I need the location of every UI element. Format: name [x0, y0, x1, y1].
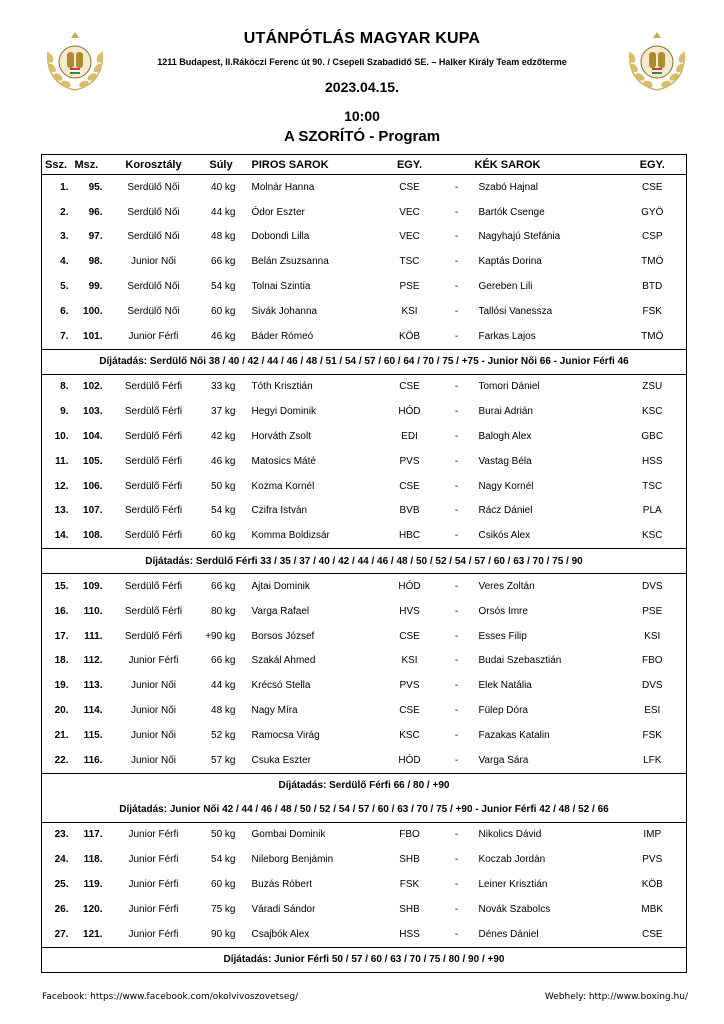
age-group: Junior Női: [130, 754, 177, 766]
blue-corner-club: FSK: [642, 729, 662, 741]
weight-class: 48 kg: [211, 231, 236, 243]
age-group: Junior Női: [130, 729, 177, 741]
weight-class: 66 kg: [211, 655, 236, 667]
table-header-row: [42, 155, 687, 175]
bout-schedule-body: [42, 175, 687, 973]
table-row: [42, 723, 687, 748]
blue-corner-boxer: Tomori Dániel: [478, 381, 540, 393]
bout-number: 4.: [60, 256, 69, 268]
red-corner-club: PVS: [399, 455, 420, 467]
table-row: [42, 698, 687, 723]
award-ceremony-row: [42, 349, 687, 374]
blue-corner-club: ESI: [644, 705, 661, 717]
match-number: 119.: [83, 879, 103, 891]
red-corner-club: SHB: [399, 854, 420, 866]
match-number: 100.: [83, 305, 103, 317]
document-title: UTÁNPÓTLÁS MAGYAR KUPA: [243, 30, 481, 47]
match-number: 111.: [84, 630, 103, 642]
red-corner-boxer: Kozma Kornél: [251, 480, 315, 492]
vs-dash: -: [454, 581, 459, 593]
table-row: [42, 249, 687, 274]
blue-corner-boxer: Veres Zoltán: [478, 581, 535, 593]
red-corner-boxer: Tolnai Szintia: [251, 281, 311, 293]
red-corner-club: KSI: [401, 655, 418, 667]
vs-dash: -: [454, 181, 459, 193]
bout-number: 8.: [60, 381, 69, 393]
blue-corner-club: GBC: [641, 431, 664, 443]
weight-class: 57 kg: [211, 754, 236, 766]
vs-dash: -: [454, 480, 459, 492]
table-row: [42, 922, 687, 947]
table-row: [42, 175, 687, 200]
weight-class: 50 kg: [211, 480, 236, 492]
weight-class: 54 kg: [211, 505, 236, 517]
weight-class: 44 kg: [211, 680, 236, 692]
match-number: 120.: [83, 903, 103, 915]
age-group: Serdülő Női: [127, 206, 180, 218]
red-corner-boxer: Borsos József: [251, 630, 315, 642]
age-group: Serdülő Férfi: [124, 480, 183, 492]
vs-dash: -: [454, 431, 459, 443]
red-corner-boxer: Báder Rómeó: [251, 330, 314, 342]
vs-dash: -: [454, 630, 459, 642]
bout-number: 18.: [54, 655, 69, 667]
blue-corner-club: IMP: [643, 829, 662, 841]
facebook-link[interactable]: Facebook: https://www.facebook.com/okolvivoszovetseg/: [42, 992, 299, 1002]
venue-address: 1211 Budapest, II.Rákóczi Ferenc út 90. / Csepeli Szabadidő SE. – Halker Király Team edzőterme: [157, 57, 567, 67]
age-group: Junior Férfi: [128, 854, 179, 866]
blue-corner-boxer: Varga Sára: [478, 754, 529, 766]
vs-dash: -: [454, 729, 459, 741]
weight-class: 75 kg: [211, 903, 236, 915]
col-header-red-corner: PIROS SAROK: [246, 155, 381, 175]
vs-dash: -: [454, 680, 459, 692]
weight-class: 50 kg: [211, 829, 236, 841]
weight-class: 54 kg: [211, 854, 236, 866]
bout-number: 1.: [60, 181, 69, 193]
age-group: Junior Férfi: [128, 903, 179, 915]
blue-corner-club: FBO: [641, 655, 663, 667]
blue-corner-boxer: Szabó Hajnal: [478, 181, 538, 193]
table-row: [42, 299, 687, 324]
award-ceremony-text: Díjátadás: Serdülő Férfi 66 / 80 / +90: [42, 773, 687, 798]
red-corner-boxer: Sivák Johanna: [251, 305, 318, 317]
red-corner-club: HSS: [399, 928, 420, 940]
blue-corner-club: ZSU: [642, 381, 663, 393]
blue-corner-club: PVS: [642, 854, 663, 866]
blue-corner-club: KÖB: [641, 879, 663, 891]
blue-corner-club: KSC: [641, 530, 663, 542]
age-group: Serdülő Férfi: [124, 431, 183, 443]
match-number: 116.: [83, 754, 103, 766]
bout-number: 21.: [54, 729, 69, 741]
red-corner-club: BVB: [399, 505, 420, 517]
blue-corner-boxer: Koczab Jordán: [478, 854, 546, 866]
red-corner-club: KÖB: [398, 330, 421, 342]
red-corner-boxer: Tóth Krisztián: [251, 381, 313, 393]
age-group: Junior Férfi: [128, 829, 179, 841]
bout-number: 27.: [54, 928, 69, 940]
table-row: [42, 200, 687, 225]
col-header-msz: Msz.: [75, 155, 111, 175]
red-corner-boxer: Nagy Míra: [251, 705, 298, 717]
bout-number: 14.: [54, 530, 69, 542]
vs-dash: -: [454, 879, 459, 891]
vs-dash: -: [454, 655, 459, 667]
weight-class: 52 kg: [211, 729, 236, 741]
red-corner-boxer: Ramocsa Virág: [251, 729, 320, 741]
vs-dash: -: [454, 381, 459, 393]
bout-number: 9.: [60, 406, 69, 418]
red-corner-club: SHB: [399, 903, 420, 915]
red-corner-club: PVS: [399, 680, 420, 692]
col-header-spacer: [439, 155, 475, 175]
weight-class: 33 kg: [211, 381, 236, 393]
red-corner-club: VEC: [399, 231, 420, 243]
red-corner-boxer: Molnár Hanna: [251, 181, 315, 193]
vs-dash: -: [454, 406, 459, 418]
vs-dash: -: [454, 829, 459, 841]
blue-corner-club: PSE: [642, 605, 663, 617]
red-corner-club: HÓD: [398, 754, 421, 766]
blue-corner-boxer: Elek Natália: [478, 680, 532, 692]
match-number: 97.: [88, 231, 103, 243]
award-ceremony-row: [42, 773, 687, 798]
table-row: [42, 274, 687, 299]
event-date: 2023.04.15.: [325, 79, 399, 95]
age-group: Junior Női: [130, 680, 177, 692]
red-corner-club: KSI: [401, 305, 418, 317]
bout-number: 5.: [60, 281, 69, 293]
match-number: 98.: [88, 256, 103, 268]
weight-class: 46 kg: [211, 330, 236, 342]
bout-number: 19.: [54, 680, 69, 692]
match-number: 102.: [83, 381, 103, 393]
red-corner-boxer: Dobondi Lilla: [251, 231, 310, 243]
blue-corner-boxer: Budai Szebasztián: [478, 655, 562, 667]
vs-dash: -: [454, 605, 459, 617]
col-header-weight: Súly: [197, 155, 246, 175]
weight-class: 60 kg: [211, 879, 236, 891]
col-header-club-red: EGY.: [381, 155, 439, 175]
age-group: Serdülő Női: [127, 281, 180, 293]
age-group: Junior Férfi: [128, 928, 179, 940]
age-group: Serdülő Férfi: [124, 581, 183, 593]
age-group: Serdülő Férfi: [124, 630, 183, 642]
red-corner-boxer: Belán Zsuzsanna: [251, 256, 329, 268]
age-group: Serdülő Női: [127, 231, 180, 243]
award-ceremony-text: Díjátadás: Junior Női 42 / 44 / 46 / 48 / 50 / 52 / 54 / 57 / 60 / 63 / 70 / 75 / +90 - Junior Férfi 42 / 48 / 52 / 66: [42, 798, 687, 823]
col-header-club-blue: EGY.: [619, 155, 687, 175]
weight-class: 66 kg: [211, 256, 236, 268]
blue-corner-boxer: Fülep Dóra: [478, 705, 528, 717]
blue-corner-club: KSI: [644, 630, 661, 642]
red-corner-boxer: Czifra István: [251, 505, 308, 517]
award-ceremony-text: Díjátadás: Serdülő Női 38 / 40 / 42 / 44 / 46 / 48 / 51 / 54 / 57 / 60 / 64 / 70 / 75 / +75 - Junior Női 66 - Junior Férfi 46: [42, 349, 687, 374]
age-group: Serdülő Férfi: [124, 530, 183, 542]
red-corner-club: CSE: [399, 630, 420, 642]
blue-corner-club: TSC: [642, 480, 663, 492]
match-number: 105.: [83, 455, 103, 467]
red-corner-boxer: Krécsó Stella: [251, 680, 311, 692]
website-link[interactable]: Webhely: http://www.boxing.hu/: [544, 992, 688, 1002]
red-corner-club: CSE: [399, 480, 420, 492]
match-number: 110.: [83, 605, 103, 617]
red-corner-boxer: Komma Boldizsár: [251, 530, 330, 542]
col-header-blue-corner: KÉK SAROK: [475, 155, 619, 175]
red-corner-club: HBC: [398, 530, 421, 542]
vs-dash: -: [454, 705, 459, 717]
blue-corner-boxer: Farkas Lajos: [478, 330, 536, 342]
match-number: 113.: [83, 680, 103, 692]
red-corner-boxer: Ódor Eszter: [251, 206, 305, 218]
age-group: Junior Női: [130, 256, 177, 268]
weight-class: 80 kg: [211, 605, 236, 617]
blue-corner-boxer: Bartók Csenge: [478, 206, 545, 218]
age-group: Junior Férfi: [128, 655, 179, 667]
bout-number: 23.: [54, 829, 69, 841]
weight-class: 66 kg: [211, 581, 236, 593]
table-row: [42, 847, 687, 872]
weight-class: 60 kg: [211, 530, 236, 542]
match-number: 99.: [88, 281, 103, 293]
bout-number: 24.: [54, 854, 69, 866]
blue-corner-club: CSE: [641, 181, 663, 193]
blue-corner-club: BTD: [642, 281, 663, 293]
age-group: Serdülő Férfi: [124, 381, 183, 393]
red-corner-club: FSK: [399, 879, 420, 891]
blue-corner-boxer: Rácz Dániel: [478, 505, 533, 517]
bout-number: 13.: [54, 505, 69, 517]
age-group: Serdülő Férfi: [124, 406, 183, 418]
red-corner-boxer: Nileborg Benjámin: [251, 854, 334, 866]
blue-corner-boxer: Dénes Dániel: [478, 928, 539, 940]
blue-corner-club: GYÖ: [641, 206, 664, 218]
table-row: [42, 523, 687, 548]
red-corner-boxer: Varga Rafael: [251, 605, 310, 617]
red-corner-boxer: Ajtai Dominik: [251, 581, 310, 593]
bout-number: 7.: [60, 330, 69, 342]
award-ceremony-row: [42, 549, 687, 574]
weight-class: 48 kg: [211, 705, 236, 717]
vs-dash: -: [454, 530, 459, 542]
award-ceremony-row: [42, 798, 687, 823]
blue-corner-boxer: Nagy Kornél: [478, 480, 534, 492]
vs-dash: -: [454, 206, 459, 218]
vs-dash: -: [454, 754, 459, 766]
table-row: [42, 225, 687, 250]
blue-corner-club: HSS: [641, 455, 663, 467]
weight-class: 44 kg: [211, 206, 236, 218]
match-number: 108.: [83, 530, 103, 542]
weight-class: 46 kg: [211, 455, 236, 467]
vs-dash: -: [454, 854, 459, 866]
blue-corner-boxer: Burai Adrián: [478, 406, 533, 418]
blue-corner-boxer: Fazakas Katalin: [478, 729, 550, 741]
red-corner-boxer: Buzás Róbert: [251, 879, 313, 891]
match-number: 115.: [83, 729, 103, 741]
table-row: [42, 624, 687, 649]
table-row: [42, 424, 687, 449]
red-corner-boxer: Szakál Ahmed: [251, 655, 316, 667]
match-number: 112.: [83, 655, 103, 667]
blue-corner-club: DVS: [641, 581, 663, 593]
red-corner-boxer: Váradi Sándor: [251, 903, 316, 915]
vs-dash: -: [454, 903, 459, 915]
match-number: 103.: [83, 406, 103, 418]
match-number: 106.: [83, 480, 103, 492]
red-corner-boxer: Hegyi Dominik: [251, 406, 316, 418]
blue-corner-club: TMÖ: [641, 256, 664, 268]
red-corner-club: CSE: [399, 381, 420, 393]
blue-corner-boxer: Orsós Imre: [478, 605, 528, 617]
bout-number: 6.: [60, 305, 69, 317]
table-row: [42, 649, 687, 674]
age-group: Serdülő Női: [127, 181, 180, 193]
red-corner-club: EDI: [401, 431, 418, 443]
table-row: [42, 474, 687, 499]
blue-corner-club: MBK: [641, 903, 664, 915]
table-row: [42, 449, 687, 474]
match-number: 121.: [83, 928, 103, 940]
blue-corner-boxer: Tallósi Vanessza: [478, 305, 553, 317]
red-corner-boxer: Matosics Máté: [251, 455, 316, 467]
bout-schedule-table: [41, 154, 687, 973]
bout-number: 26.: [54, 903, 69, 915]
table-row: [42, 822, 687, 847]
table-row: [42, 897, 687, 922]
col-header-ssz: Ssz.: [42, 155, 75, 175]
age-group: Junior Férfi: [128, 330, 179, 342]
blue-corner-club: CSP: [641, 231, 663, 243]
match-number: 104.: [83, 431, 103, 443]
age-group: Junior Női: [130, 705, 177, 717]
weight-class: +90 kg: [205, 630, 236, 642]
match-number: 114.: [83, 705, 103, 717]
red-corner-boxer: Gombai Dominik: [251, 829, 326, 841]
age-group: Serdülő Férfi: [124, 505, 183, 517]
blue-corner-club: CSE: [641, 928, 663, 940]
match-number: 109.: [83, 581, 103, 593]
vs-dash: -: [454, 505, 459, 517]
weight-class: 54 kg: [211, 281, 236, 293]
weight-class: 37 kg: [211, 406, 236, 418]
weight-class: 40 kg: [211, 181, 236, 193]
match-number: 117.: [83, 829, 103, 841]
award-ceremony-text: Díjátadás: Serdülő Férfi 33 / 35 / 37 / 40 / 42 / 44 / 46 / 48 / 50 / 52 / 54 / 57 / 60 / 63 / 70 / 75 / 90: [42, 549, 687, 574]
red-corner-club: FBO: [399, 829, 420, 841]
bout-number: 17.: [54, 630, 69, 642]
match-number: 96.: [88, 206, 103, 218]
red-corner-club: CSE: [399, 181, 420, 193]
table-row: [42, 574, 687, 599]
red-corner-club: HVS: [399, 605, 420, 617]
red-corner-club: HÓD: [398, 581, 421, 593]
vs-dash: -: [454, 455, 459, 467]
bout-number: 22.: [54, 754, 69, 766]
blue-corner-boxer: Balogh Alex: [478, 431, 532, 443]
match-number: 118.: [83, 854, 103, 866]
bout-number: 10.: [54, 431, 69, 443]
vs-dash: -: [454, 330, 459, 342]
red-corner-club: VEC: [399, 206, 420, 218]
bout-number: 16.: [54, 605, 69, 617]
table-row: [42, 499, 687, 524]
vs-dash: -: [454, 281, 459, 293]
bout-number: 2.: [60, 206, 69, 218]
blue-corner-boxer: Novák Szabolcs: [478, 903, 551, 915]
vs-dash: -: [454, 256, 459, 268]
age-group: Serdülő Férfi: [124, 605, 183, 617]
match-number: 95.: [88, 181, 103, 193]
blue-corner-club: DVS: [641, 680, 663, 692]
table-row: [42, 872, 687, 897]
weight-class: 90 kg: [211, 928, 236, 940]
age-group: Serdülő Női: [127, 305, 180, 317]
red-corner-boxer: Csajbók Alex: [251, 928, 310, 940]
blue-corner-boxer: Esses Filip: [478, 630, 527, 642]
table-row: [42, 599, 687, 624]
col-header-age-group: Korosztály: [111, 155, 197, 175]
blue-corner-club: LFK: [643, 754, 662, 766]
award-ceremony-row: [42, 947, 687, 972]
bout-number: 12.: [54, 480, 69, 492]
start-time: 10:00: [344, 108, 380, 124]
table-row: [42, 673, 687, 698]
bout-number: 20.: [54, 705, 69, 717]
weight-class: 42 kg: [211, 431, 236, 443]
red-corner-boxer: Csuka Eszter: [251, 754, 311, 766]
bout-number: 15.: [54, 581, 69, 593]
blue-corner-club: TMÖ: [641, 330, 664, 342]
red-corner-boxer: Horváth Zsolt: [251, 431, 311, 443]
blue-corner-boxer: Csikós Alex: [478, 530, 531, 542]
table-row: [42, 748, 687, 773]
blue-corner-boxer: Nikolics Dávid: [478, 829, 542, 841]
blue-corner-boxer: Gereben Lili: [478, 281, 533, 293]
age-group: Serdülő Férfi: [124, 455, 183, 467]
blue-corner-boxer: Vastag Béla: [478, 455, 532, 467]
red-corner-club: TSC: [399, 256, 420, 268]
blue-corner-boxer: Nagyhajú Stefánia: [478, 231, 561, 243]
table-row: [42, 374, 687, 399]
blue-corner-club: KSC: [641, 406, 663, 418]
age-group: Junior Férfi: [128, 879, 179, 891]
red-corner-club: PSE: [399, 281, 420, 293]
program-title: A SZORÍTÓ - Program: [283, 128, 441, 145]
table-row: [42, 399, 687, 424]
weight-class: 60 kg: [211, 305, 236, 317]
bout-number: 3.: [60, 231, 69, 243]
table-row: [42, 324, 687, 349]
vs-dash: -: [454, 305, 459, 317]
match-number: 101.: [83, 330, 103, 342]
red-corner-club: HÓD: [398, 406, 421, 418]
vs-dash: -: [454, 231, 459, 243]
red-corner-club: CSE: [399, 705, 420, 717]
blue-corner-boxer: Kaptás Dorina: [478, 256, 542, 268]
vs-dash: -: [454, 928, 459, 940]
match-number: 107.: [83, 505, 103, 517]
red-corner-club: KSC: [399, 729, 420, 741]
blue-corner-club: PLA: [642, 505, 662, 517]
award-ceremony-text: Díjátadás: Junior Férfi 50 / 57 / 60 / 63 / 70 / 75 / 80 / 90 / +90: [42, 947, 687, 972]
blue-corner-club: FSK: [642, 305, 662, 317]
bout-number: 11.: [55, 455, 69, 467]
bout-number: 25.: [54, 879, 69, 891]
blue-corner-boxer: Leiner Krisztián: [478, 879, 548, 891]
